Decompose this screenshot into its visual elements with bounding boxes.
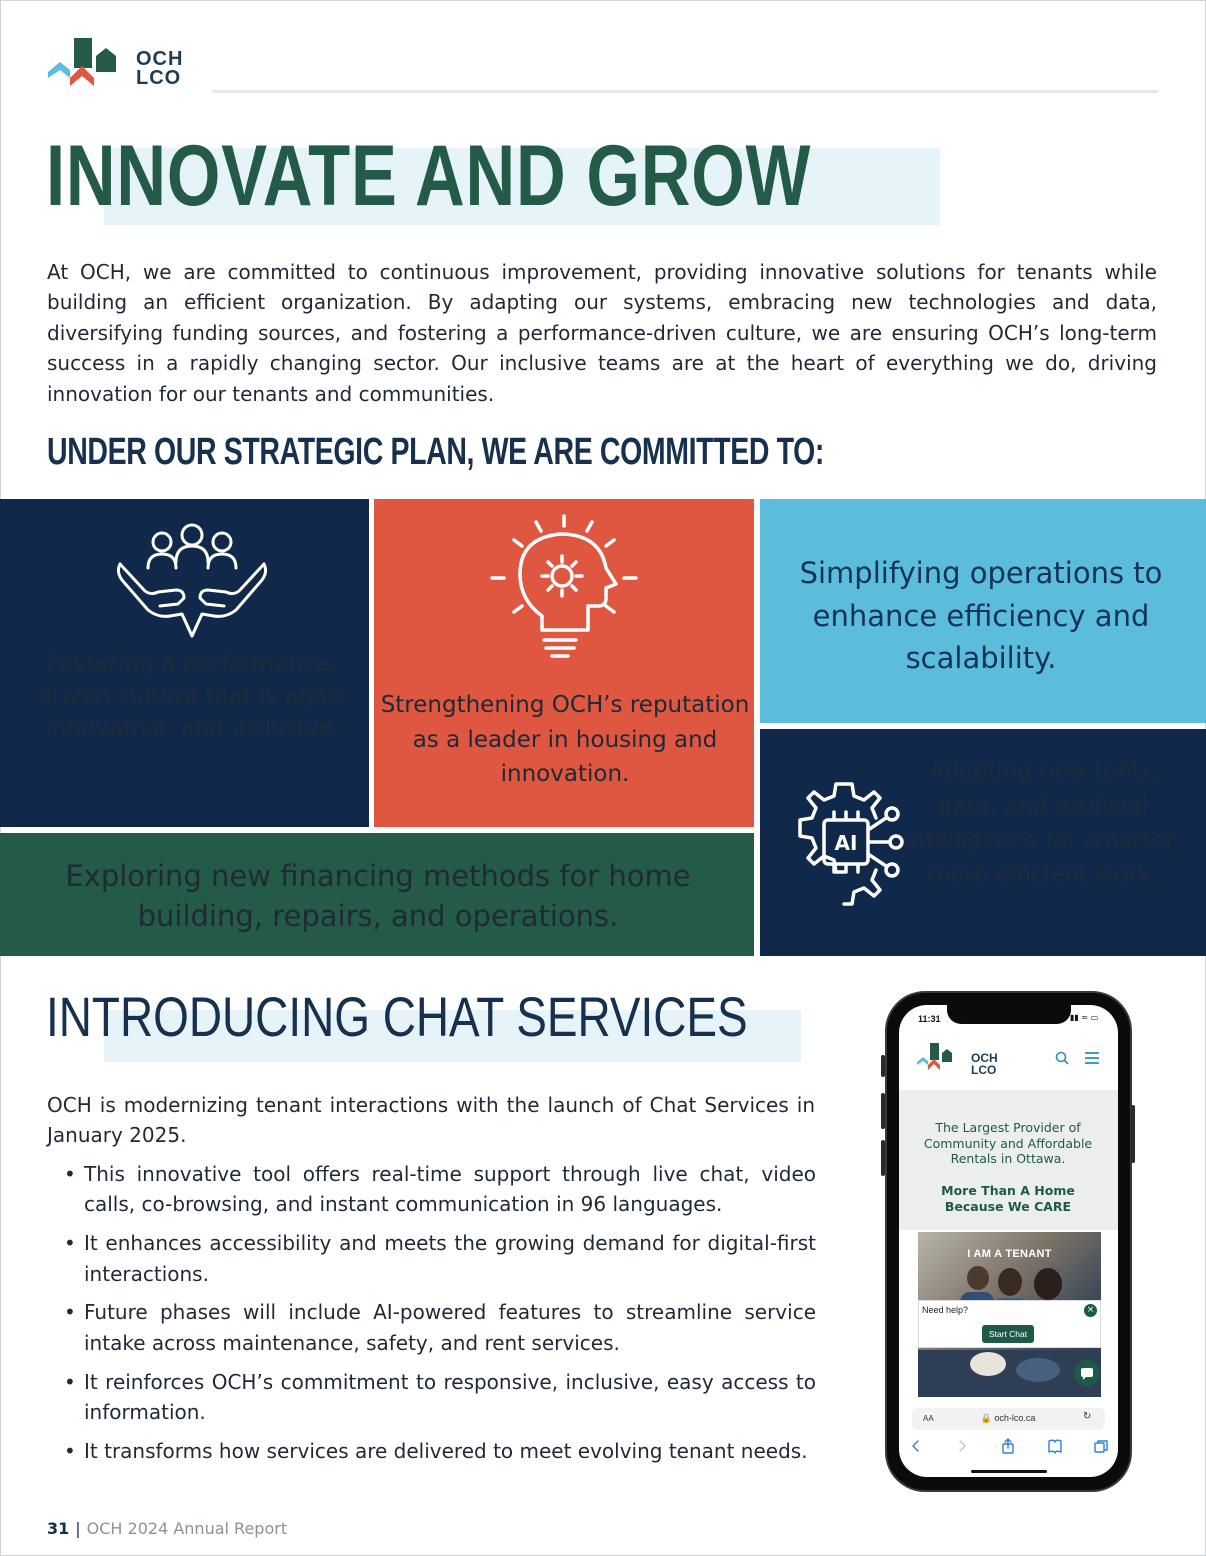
commitment-text-reputation: Strengthening OCH’s reputation as a leader in housing and innovation. — [380, 692, 750, 787]
reload-icon[interactable]: ↻ — [1083, 1411, 1092, 1422]
commitment-text-culture: Fostering a performance-driven culture that is agile, innovative, and inclusive. — [37, 651, 348, 741]
commitment-text-operations: Simplifying operations to enhance efficiency and scalability. — [799, 556, 1163, 675]
list-item: • Future phases will include AI-powered features to streamline service intake across maintenance, safety, and rent services. — [62, 1297, 816, 1358]
browser-toolbar — [906, 1437, 1111, 1455]
hands-people-icon — [110, 522, 274, 642]
phone-och-logo-icon[interactable] — [916, 1040, 976, 1076]
svg-text:AI: AI — [834, 831, 858, 855]
phone-logo-line2: LCO — [971, 1063, 997, 1077]
page-footer — [47, 1519, 287, 1538]
chat-help-text: Need help? — [922, 1305, 969, 1315]
status-time: 11:31 — [918, 1014, 941, 1024]
share-icon[interactable] — [1003, 1439, 1013, 1453]
logo-line2: LCO — [136, 67, 182, 89]
chat-bubble-icon[interactable] — [1074, 1360, 1100, 1386]
tenant-photo-label: I AM A TENANT — [967, 1248, 1052, 1260]
phone-logo-line1: OCH — [971, 1051, 998, 1065]
logo-line1: OCH — [136, 48, 184, 70]
close-icon[interactable]: × — [1084, 1304, 1097, 1317]
browser-url[interactable]: 🔒 och-lco.ca — [980, 1413, 1036, 1423]
phone-power-button — [1131, 1105, 1135, 1163]
hamburger-menu-icon[interactable] — [1084, 1051, 1100, 1065]
chat-section-title: INTRODUCING CHAT SERVICES — [46, 985, 748, 1048]
phone-side-button — [881, 1055, 885, 1077]
phone-logo-text — [971, 1052, 998, 1076]
header-rule — [212, 90, 1158, 93]
commitment-text-ai: Adopting new tools, data, and artificial intelligence for smarter, more efficient work. — [904, 758, 1182, 889]
lightbulb-head-icon — [484, 512, 644, 664]
phone-tagline: The Largest Provider of Community and Affordable Rentals in Ottawa. — [923, 1120, 1093, 1167]
bookmarks-icon[interactable] — [1049, 1440, 1061, 1453]
phone-volume-down — [881, 1140, 885, 1176]
text-size-button[interactable]: AA — [923, 1414, 934, 1423]
intro-paragraph: At OCH, we are committed to continuous improvement, providing innovative solutions for tenants while building an efficient organization. By adapting our systems, embracing new technologies and data, diversifying funding sources, and fostering a performance-driven culture, we are ensuring OCH’s long-term success in a rapidly changing sector. Our inclusive teams are at the heart of everything we do, driving innovation for our tenants and communities. — [47, 260, 1157, 406]
report-name: OCH 2024 Annual Report — [86, 1519, 288, 1538]
page-number: 31 — [47, 1519, 70, 1538]
home-indicator — [971, 1470, 1047, 1473]
phone-tagline-bold: More Than A Home Because We CARE — [941, 1183, 1075, 1214]
chat-bullet-list — [62, 1159, 816, 1475]
list-item: • This innovative tool offers real-time support through live chat, video calls, co-browsing, and instant communication in 96 languages. — [62, 1159, 816, 1220]
list-item: • It transforms how services are delivered to meet evolving tenant needs. — [62, 1436, 816, 1466]
logo-text — [136, 50, 183, 88]
forward-icon[interactable] — [960, 1441, 965, 1451]
search-icon[interactable] — [1054, 1050, 1070, 1066]
start-chat-button[interactable]: Start Chat — [982, 1325, 1034, 1343]
list-item: • It reinforces OCH’s commitment to responsive, inclusive, easy access to information. — [62, 1367, 816, 1428]
phone-notch — [947, 1004, 1071, 1024]
commitment-text-financing: Exploring new financing methods for home building, repairs, and operations. — [65, 859, 691, 933]
chat-bubble-glyph — [1074, 1360, 1100, 1386]
ai-gear-icon — [778, 774, 910, 914]
back-icon[interactable] — [913, 1441, 918, 1451]
status-icons: ▮▮ ≈ ▭ — [1070, 1013, 1099, 1022]
phone-volume-up — [881, 1093, 885, 1129]
footer-separator: | — [75, 1519, 81, 1538]
page-title: INNOVATE AND GROW — [46, 128, 812, 224]
list-item: • It enhances accessibility and meets the growing demand for digital-first interactions. — [62, 1228, 816, 1289]
chat-lead-paragraph: OCH is modernizing tenant interactions with the launch of Chat Services in January 2025. — [47, 1093, 815, 1148]
strategic-plan-heading: UNDER OUR STRATEGIC PLAN, WE ARE COMMITTED TO: — [47, 431, 825, 473]
tabs-icon[interactable] — [1095, 1441, 1107, 1452]
